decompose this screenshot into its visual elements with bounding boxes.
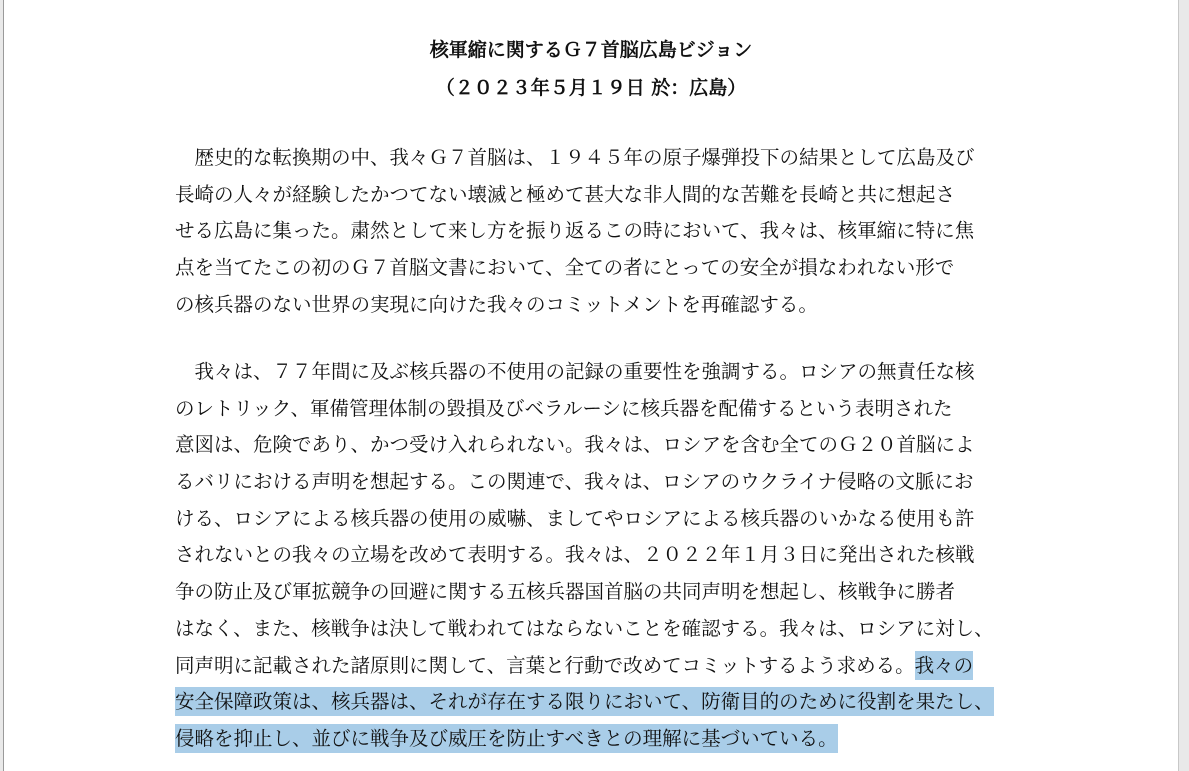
paragraph-2 xyxy=(175,354,1035,758)
paragraph-line xyxy=(175,648,1035,685)
paragraph-1 xyxy=(175,140,1035,323)
paragraph-line xyxy=(175,721,1035,758)
highlighted-text[interactable]: 安全保障政策は、核兵器は、それが存在する限りにおいて、防衛目的のために役割を果たし、 xyxy=(175,687,994,716)
paragraph-line: 我々は、７７年間に及ぶ核兵器の不使用の記録の重要性を強調する。ロシアの無責任な核 xyxy=(175,360,975,383)
paragraph-line: のレトリック、軍備管理体制の毀損及びベラルーシに核兵器を配備するという表明された xyxy=(175,396,953,420)
paragraph-line: 争の防止及び軍拡競争の回避に関する五核兵器国首脳の共同声明を想起し、核戦争に勝者 xyxy=(175,580,956,604)
paragraph-line: せる広島に集った。粛然として来し方を振り返るこの時において、我々は、核軍縮に特に焦 xyxy=(175,219,975,243)
paragraph-line: るバリにおける声明を想起する。この関連で、我々は、ロシアのウクライナ侵略の文脈にお xyxy=(175,470,974,494)
title-block xyxy=(4,34,1178,110)
paragraph-line: 点を当てたこの初のＧ７首脳文書において、全ての者にとっての安全が損なわれない形で xyxy=(175,256,955,280)
highlighted-text[interactable]: 侵略を抑止し、並びに戦争及び威圧を防止すべきとの理解に基づいている。 xyxy=(175,724,838,753)
document-title: 核軍縮に関するＧ７首脳広島ビジョン xyxy=(429,39,753,61)
paragraph-text: 同声明に記載された諸原則に関して、言葉と行動で改めてコミットするよう求める。 xyxy=(175,653,915,677)
paragraph-line: 歴史的な転換期の中、我々Ｇ７首脳は、１９４５年の原子爆弾投下の結果として広島及び xyxy=(175,146,975,169)
highlighted-text[interactable]: 我々の xyxy=(915,651,974,680)
paragraph-line: されないとの我々の立場を改めて表明する。我々は、２０２２年１月３日に発出された核戦 xyxy=(175,543,975,567)
paragraph-line: の核兵器のない世界の実現に向けた我々のコミットメントを再確認する。 xyxy=(175,292,818,316)
paragraph-line: ける、ロシアによる核兵器の使用の威嚇、ましてやロシアによる核兵器のいかなる使用も許 xyxy=(175,506,975,530)
paragraph-line: 意図は、危険であり、かつ受け入れられない。我々は、ロシアを含む全てのＧ２０首脳によ xyxy=(175,433,975,457)
paragraph-line xyxy=(175,684,1035,721)
document-date-location: （２０２３年５月１９日 於：広島） xyxy=(435,77,747,99)
paragraph-line: はなく、また、核戦争は決して戦われてはならないことを確認する。我々は、ロシアに対し、 xyxy=(175,616,994,640)
paragraph-line: 長崎の人々が経験したかつてない壊滅と極めて甚大な非人間的な苦難を長崎と共に想起さ xyxy=(175,182,956,206)
document-page xyxy=(3,0,1179,771)
